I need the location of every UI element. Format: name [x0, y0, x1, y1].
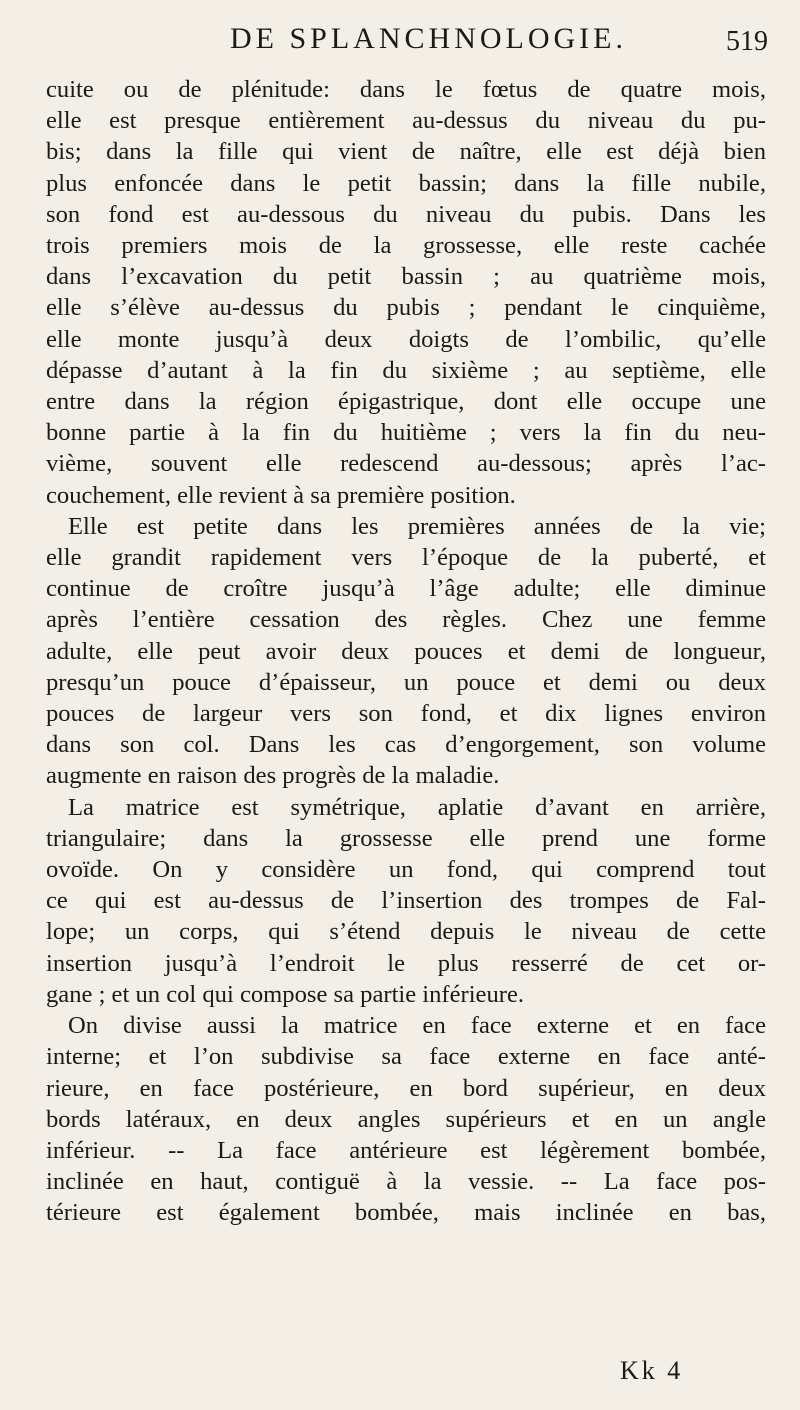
text-line: lope; un corps, qui s’étend depuis le niveau de cette: [46, 918, 766, 946]
text-line: Elle est petite dans les premières années de la vie;: [68, 512, 766, 540]
text-line: plus enfoncée dans le petit bassin; dans la fille nubile,: [46, 169, 766, 197]
text-line: inférieur. -- La face antérieure est légèrement bombée,: [46, 1136, 766, 1164]
text-line: rieure, en face postérieure, en bord supérieur, en deux: [46, 1074, 766, 1102]
text-line: triangulaire; dans la grossesse elle prend une forme: [46, 824, 766, 852]
text-line: térieure est également bombée, mais inclinée en bas,: [46, 1199, 766, 1227]
text-line: cuite ou de plénitude: dans le fœtus de quatre mois,: [46, 76, 766, 103]
text-line: dépasse d’autant à la fin du sixième ; au septième, elle: [46, 356, 766, 384]
text-line: continue de croître jusqu’à l’âge adulte; elle diminue: [46, 575, 766, 603]
text-line: interne; et l’on subdivise sa face externe en face anté-: [46, 1043, 766, 1071]
text-line: après l’entière cessation des règles. Chez une femme: [46, 606, 766, 634]
page-number: 519: [726, 26, 768, 57]
text-line: insertion jusqu’à l’endroit le plus resserré de cet or-: [46, 949, 766, 977]
text-line: dans son col. Dans les cas d’engorgement, son volume: [46, 731, 766, 759]
paragraph-end-line: augmente en raison des progrès de la maladie.: [46, 762, 500, 790]
text-line: bis; dans la fille qui vient de naître, elle est déjà bien: [46, 138, 766, 166]
text-line: inclinée en haut, contiguë à la vessie. -- La face pos-: [46, 1168, 766, 1196]
paragraph-end-line: couchement, elle revient à sa première position.: [46, 481, 516, 509]
text-line: elle est presque entièrement au-dessus du niveau du pu-: [46, 107, 766, 135]
text-line: On divise aussi la matrice en face externe et en face: [68, 1012, 766, 1040]
text-line: vième, souvent elle redescend au-dessous; après l’ac-: [46, 450, 766, 478]
text-line: elle grandit rapidement vers l’époque de la puberté, et: [46, 544, 766, 572]
running-head: [0, 14, 800, 64]
text-line: presqu’un pouce d’épaisseur, un pouce et demi ou deux: [46, 668, 766, 696]
text-line: ce qui est au-dessus de l’insertion des trompes de Fal-: [46, 887, 766, 915]
text-line: adulte, elle peut avoir deux pouces et demi de longueur,: [46, 637, 766, 665]
running-title: DE SPLANCHNOLOGIE.: [230, 22, 627, 55]
text-line: dans l’excavation du petit bassin ; au quatrième mois,: [46, 263, 766, 291]
text-line: La matrice est symétrique, aplatie d’avant en arrière,: [68, 793, 766, 821]
text-line: son fond est au-dessous du niveau du pubis. Dans les: [46, 200, 766, 228]
text-line: pouces de largeur vers son fond, et dix lignes environ: [46, 700, 766, 728]
text-line: bonne partie à la fin du huitième ; vers la fin du neu-: [46, 419, 766, 447]
body-text: [46, 74, 766, 1229]
text-line: elle monte jusqu’à deux doigts de l’ombilic, qu’elle: [46, 325, 766, 353]
text-line: entre dans la région épigastrique, dont elle occupe une: [46, 388, 766, 416]
paragraph-end-line: gane ; et un col qui compose sa partie inférieure.: [46, 980, 525, 1008]
text-line: bords latéraux, en deux angles supérieurs et en un angle: [46, 1105, 766, 1133]
signature-mark: Kk 4: [620, 1356, 684, 1385]
text-line: elle s’élève au-dessus du pubis ; pendant le cinquième,: [46, 294, 766, 322]
text-line: ovoïde. On y considère un fond, qui comprend tout: [46, 856, 766, 884]
text-line: trois premiers mois de la grossesse, elle reste cachée: [46, 232, 766, 260]
